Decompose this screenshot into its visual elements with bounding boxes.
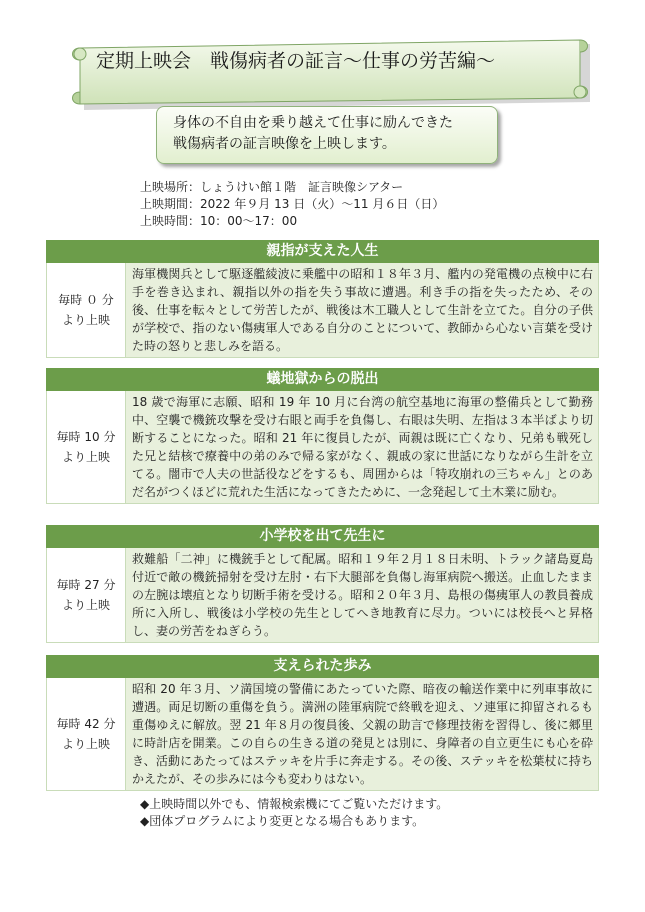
program-time-line-1: 毎時 42 分	[56, 717, 116, 731]
note-item: ◆上映時間以外でも、情報検索機にてご覧いただけます。	[140, 797, 449, 811]
program-time	[47, 548, 126, 642]
program-time-line-2: より上映	[61, 313, 110, 327]
venue-line: 上映場所：しょうけい館１階 証言映像シアター	[140, 180, 404, 194]
program-section-2	[46, 368, 599, 504]
program-time-line-2: より上映	[61, 598, 110, 612]
program-time-line-1: 毎時 27 分	[56, 578, 116, 592]
program-time-line-1: 毎時 ０ 分	[58, 293, 114, 307]
program-section-3	[46, 525, 599, 643]
program-title: 親指が支えた人生	[46, 240, 599, 263]
subtitle-box	[156, 106, 498, 164]
program-description: 海軍機関兵として駆逐艦綾波に乗艦中の昭和１８年３月、艦内の発電機の点検中に右手を巻き込まれ、親指以外の指を失う事故に遭遇。利き手の指を失ったため、その後、仕事を転々として労苦したが、戦後は木工職人として生計を立てた。自分の子供が学校で、指のない傷痍軍人である自分のことについて、教師から心ない言葉を受けた時の怒りと悲しみを語る。	[126, 263, 598, 357]
program-title: 蟻地獄からの脱出	[46, 368, 599, 391]
screening-info	[140, 179, 444, 230]
notes	[140, 796, 448, 830]
program-body	[46, 678, 599, 791]
subtitle-line-1: 身体の不自由を乗り越えて仕事に励んできた	[173, 115, 453, 131]
program-time-line-2: より上映	[61, 737, 110, 751]
program-description: 昭和 20 年３月、ソ満国境の警備にあたっていた際、暗夜の輸送作業中に列車事故に遭遇。両足切断の重傷を負う。満洲の陸軍病院で終戦を迎え、ソ連軍に抑留されるも重傷ゆえに解放。翌 21 年８月の復員後、父親の助言で修理技術を習得し、後に郷里に時計店を開業。この自らの生きる道の発見とは別に、身障者の自立更生にも心を砕き、活動にあたってはステッキを片手に奔走する。その後、ステッキを松葉杖に持ちかえたが、その歩みには今も変わりはない。	[126, 678, 598, 790]
page-title: 定期上映会 戦傷病者の証言～仕事の労苦編～	[96, 50, 496, 72]
program-time	[47, 678, 126, 790]
program-section-1	[46, 240, 599, 358]
program-time-line-2: より上映	[61, 450, 110, 464]
program-section-4	[46, 655, 599, 791]
program-time	[47, 263, 126, 357]
period-line: 上映期間：2022 年９月 13 日（火）～11 月６日（日）	[140, 197, 445, 211]
program-description: 救難船「二神」に機銃手として配属。昭和１９年２月１８日未明、トラック諸島夏島付近で敵の機銃掃射を受け左肘・右下大腿部を負傷し海軍病院へ搬送。止血したままの左腕は壊疽となり切断手術を受ける。昭和２０年３月、島根の傷痍軍人の教員養成所に入所し、戦後は小学校の先生としてへき地教育に尽力。ついには校長へと昇格し、妻の労苦をねぎらう。	[126, 548, 598, 642]
program-time	[47, 391, 126, 503]
hours-line: 上映時間：10：00～17：00	[140, 214, 298, 228]
program-title: 小学校を出て先生に	[46, 525, 599, 548]
program-description: 18 歳で海軍に志願、昭和 19 年 10 月に台湾の航空基地に海軍の整備兵として勤務中、空襲で機銃攻撃を受け右眼と両手を負傷し、右眼は失明、左指は３本半ばより切断することになった。昭和 21 年に復員したが、両親は既に亡くなり、兄弟も戦死した兄と結核で療養中の弟のみで帰る家がなく、親戚の家に世話になりながら生計を立てる。闇市で人夫の世話役などをするも、周囲からは「特攻崩れの三ちゃん」とのあだ名がつくほどに荒れた生活になってきたために、一念発起して土木業に励む。	[126, 391, 598, 503]
subtitle-line-2: 戦傷病者の証言映像を上映します。	[173, 136, 396, 152]
program-time-line-1: 毎時 10 分	[56, 430, 116, 444]
program-body	[46, 548, 599, 643]
note-item: ◆団体プログラムにより変更となる場合もあります。	[140, 814, 425, 828]
program-body	[46, 391, 599, 504]
program-body	[46, 263, 599, 358]
program-title: 支えられた歩み	[46, 655, 599, 678]
